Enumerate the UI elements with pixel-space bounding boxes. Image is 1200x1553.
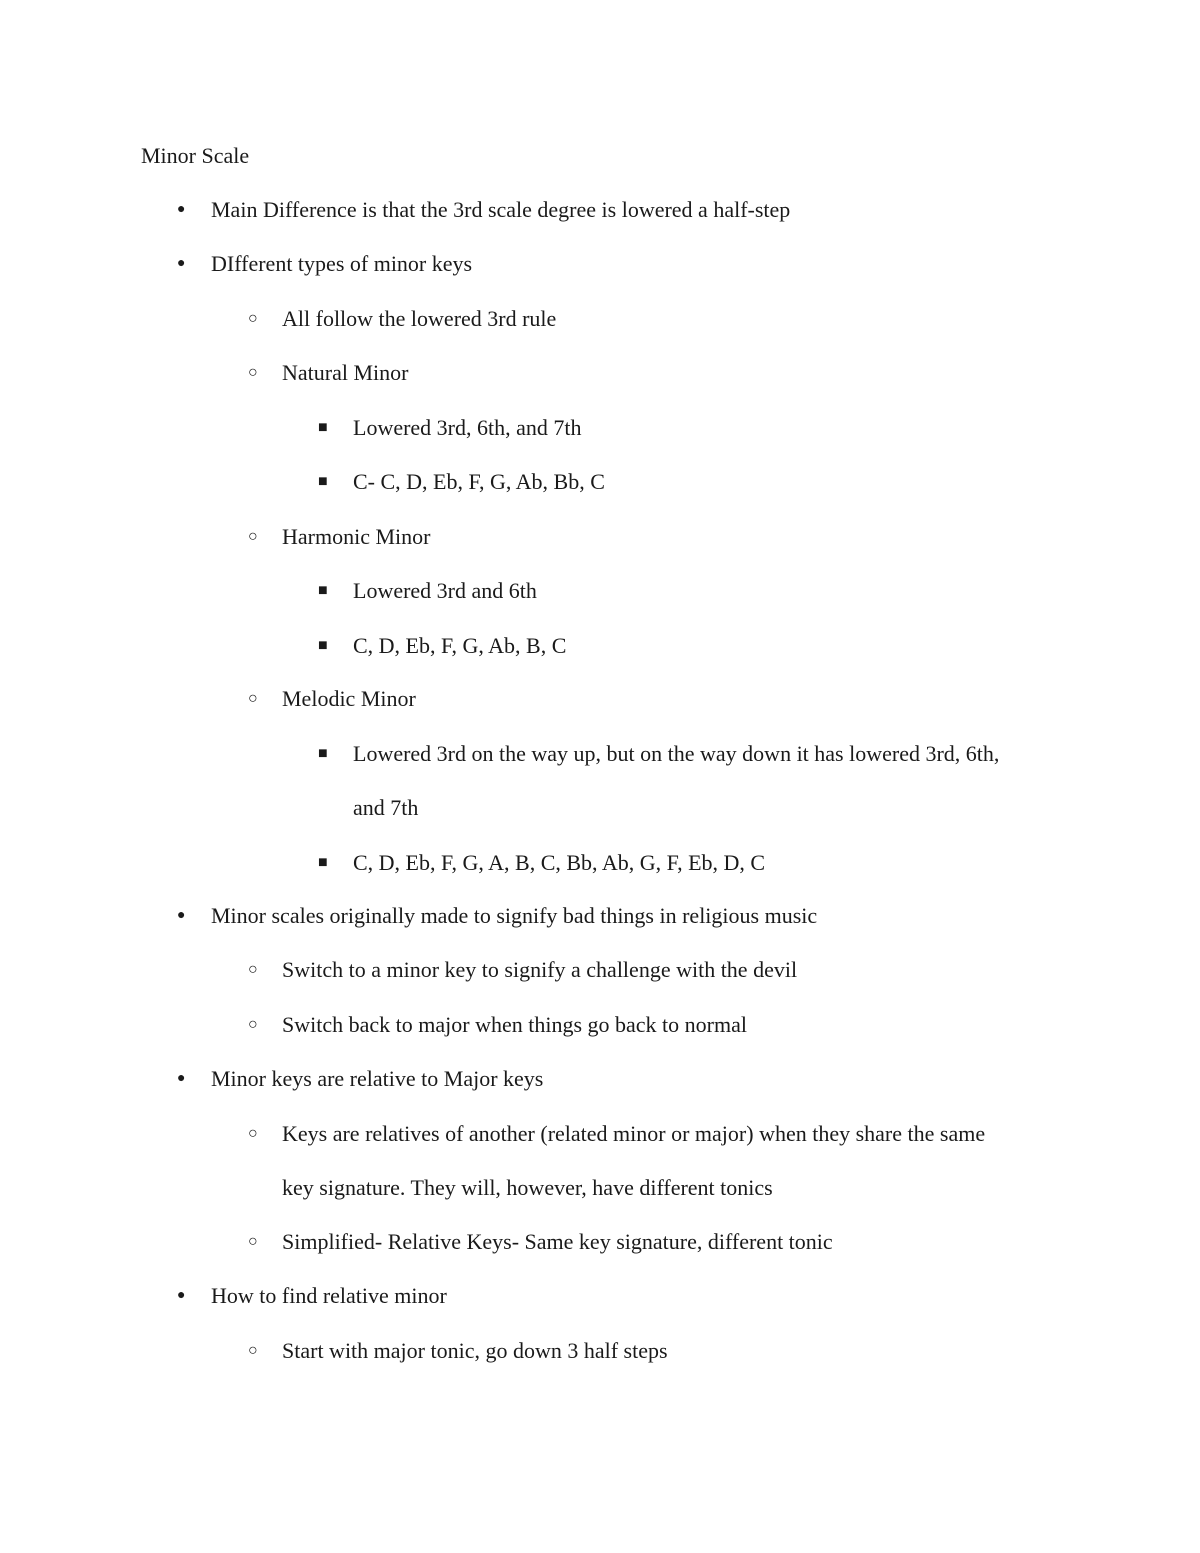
list-item: DIfferent types of minor keys	[211, 251, 473, 276]
circle-bullet-icon: ○	[248, 1342, 258, 1359]
square-bullet-icon: ■	[318, 582, 328, 599]
list-item: Minor scales originally made to signify bad things in religious music	[211, 903, 818, 928]
circle-bullet-icon: ○	[248, 364, 258, 381]
square-bullet-icon: ■	[318, 854, 328, 871]
bullet-icon: ●	[177, 202, 186, 217]
list-item: Switch to a minor key to signify a challenge with the devil	[282, 957, 798, 982]
list-item-continuation: and 7th	[353, 795, 419, 820]
list-item: C, D, Eb, F, G, Ab, B, C	[353, 633, 567, 658]
list-item: How to find relative minor	[211, 1283, 447, 1308]
list-item-continuation: key signature. They will, however, have different tonics	[282, 1175, 773, 1200]
circle-bullet-icon: ○	[248, 310, 258, 327]
list-item: Keys are relatives of another (related minor or major) when they share the same	[282, 1121, 986, 1146]
list-item: Main Difference is that the 3rd scale degree is lowered a half-step	[211, 197, 791, 222]
list-item: All follow the lowered 3rd rule	[282, 306, 557, 331]
page-title: Minor Scale	[141, 143, 250, 168]
bullet-icon: ●	[177, 1288, 186, 1303]
list-item: Harmonic Minor	[282, 524, 431, 549]
list-item: Minor keys are relative to Major keys	[211, 1066, 544, 1091]
bullet-icon: ●	[177, 1071, 186, 1086]
square-bullet-icon: ■	[318, 419, 328, 436]
square-bullet-icon: ■	[318, 473, 328, 490]
list-item: Start with major tonic, go down 3 half steps	[282, 1338, 668, 1363]
circle-bullet-icon: ○	[248, 528, 258, 545]
list-item: Melodic Minor	[282, 686, 416, 711]
bullet-icon: ●	[177, 256, 186, 271]
circle-bullet-icon: ○	[248, 1125, 258, 1142]
circle-bullet-icon: ○	[248, 1233, 258, 1250]
list-item: C- C, D, Eb, F, G, Ab, Bb, C	[353, 469, 605, 494]
list-item: Lowered 3rd, 6th, and 7th	[353, 415, 582, 440]
circle-bullet-icon: ○	[248, 1016, 258, 1033]
square-bullet-icon: ■	[318, 745, 328, 762]
list-item: Lowered 3rd on the way up, but on the way down it has lowered 3rd, 6th,	[353, 741, 1000, 766]
list-item: Lowered 3rd and 6th	[353, 578, 537, 603]
list-item: Switch back to major when things go back to normal	[282, 1012, 747, 1037]
list-item: Simplified- Relative Keys- Same key signature, different tonic	[282, 1229, 833, 1254]
circle-bullet-icon: ○	[248, 690, 258, 707]
list-item: Natural Minor	[282, 360, 409, 385]
bullet-icon: ●	[177, 908, 186, 923]
list-item: C, D, Eb, F, G, A, B, C, Bb, Ab, G, F, Eb, D, C	[353, 850, 766, 875]
circle-bullet-icon: ○	[248, 961, 258, 978]
square-bullet-icon: ■	[318, 637, 328, 654]
